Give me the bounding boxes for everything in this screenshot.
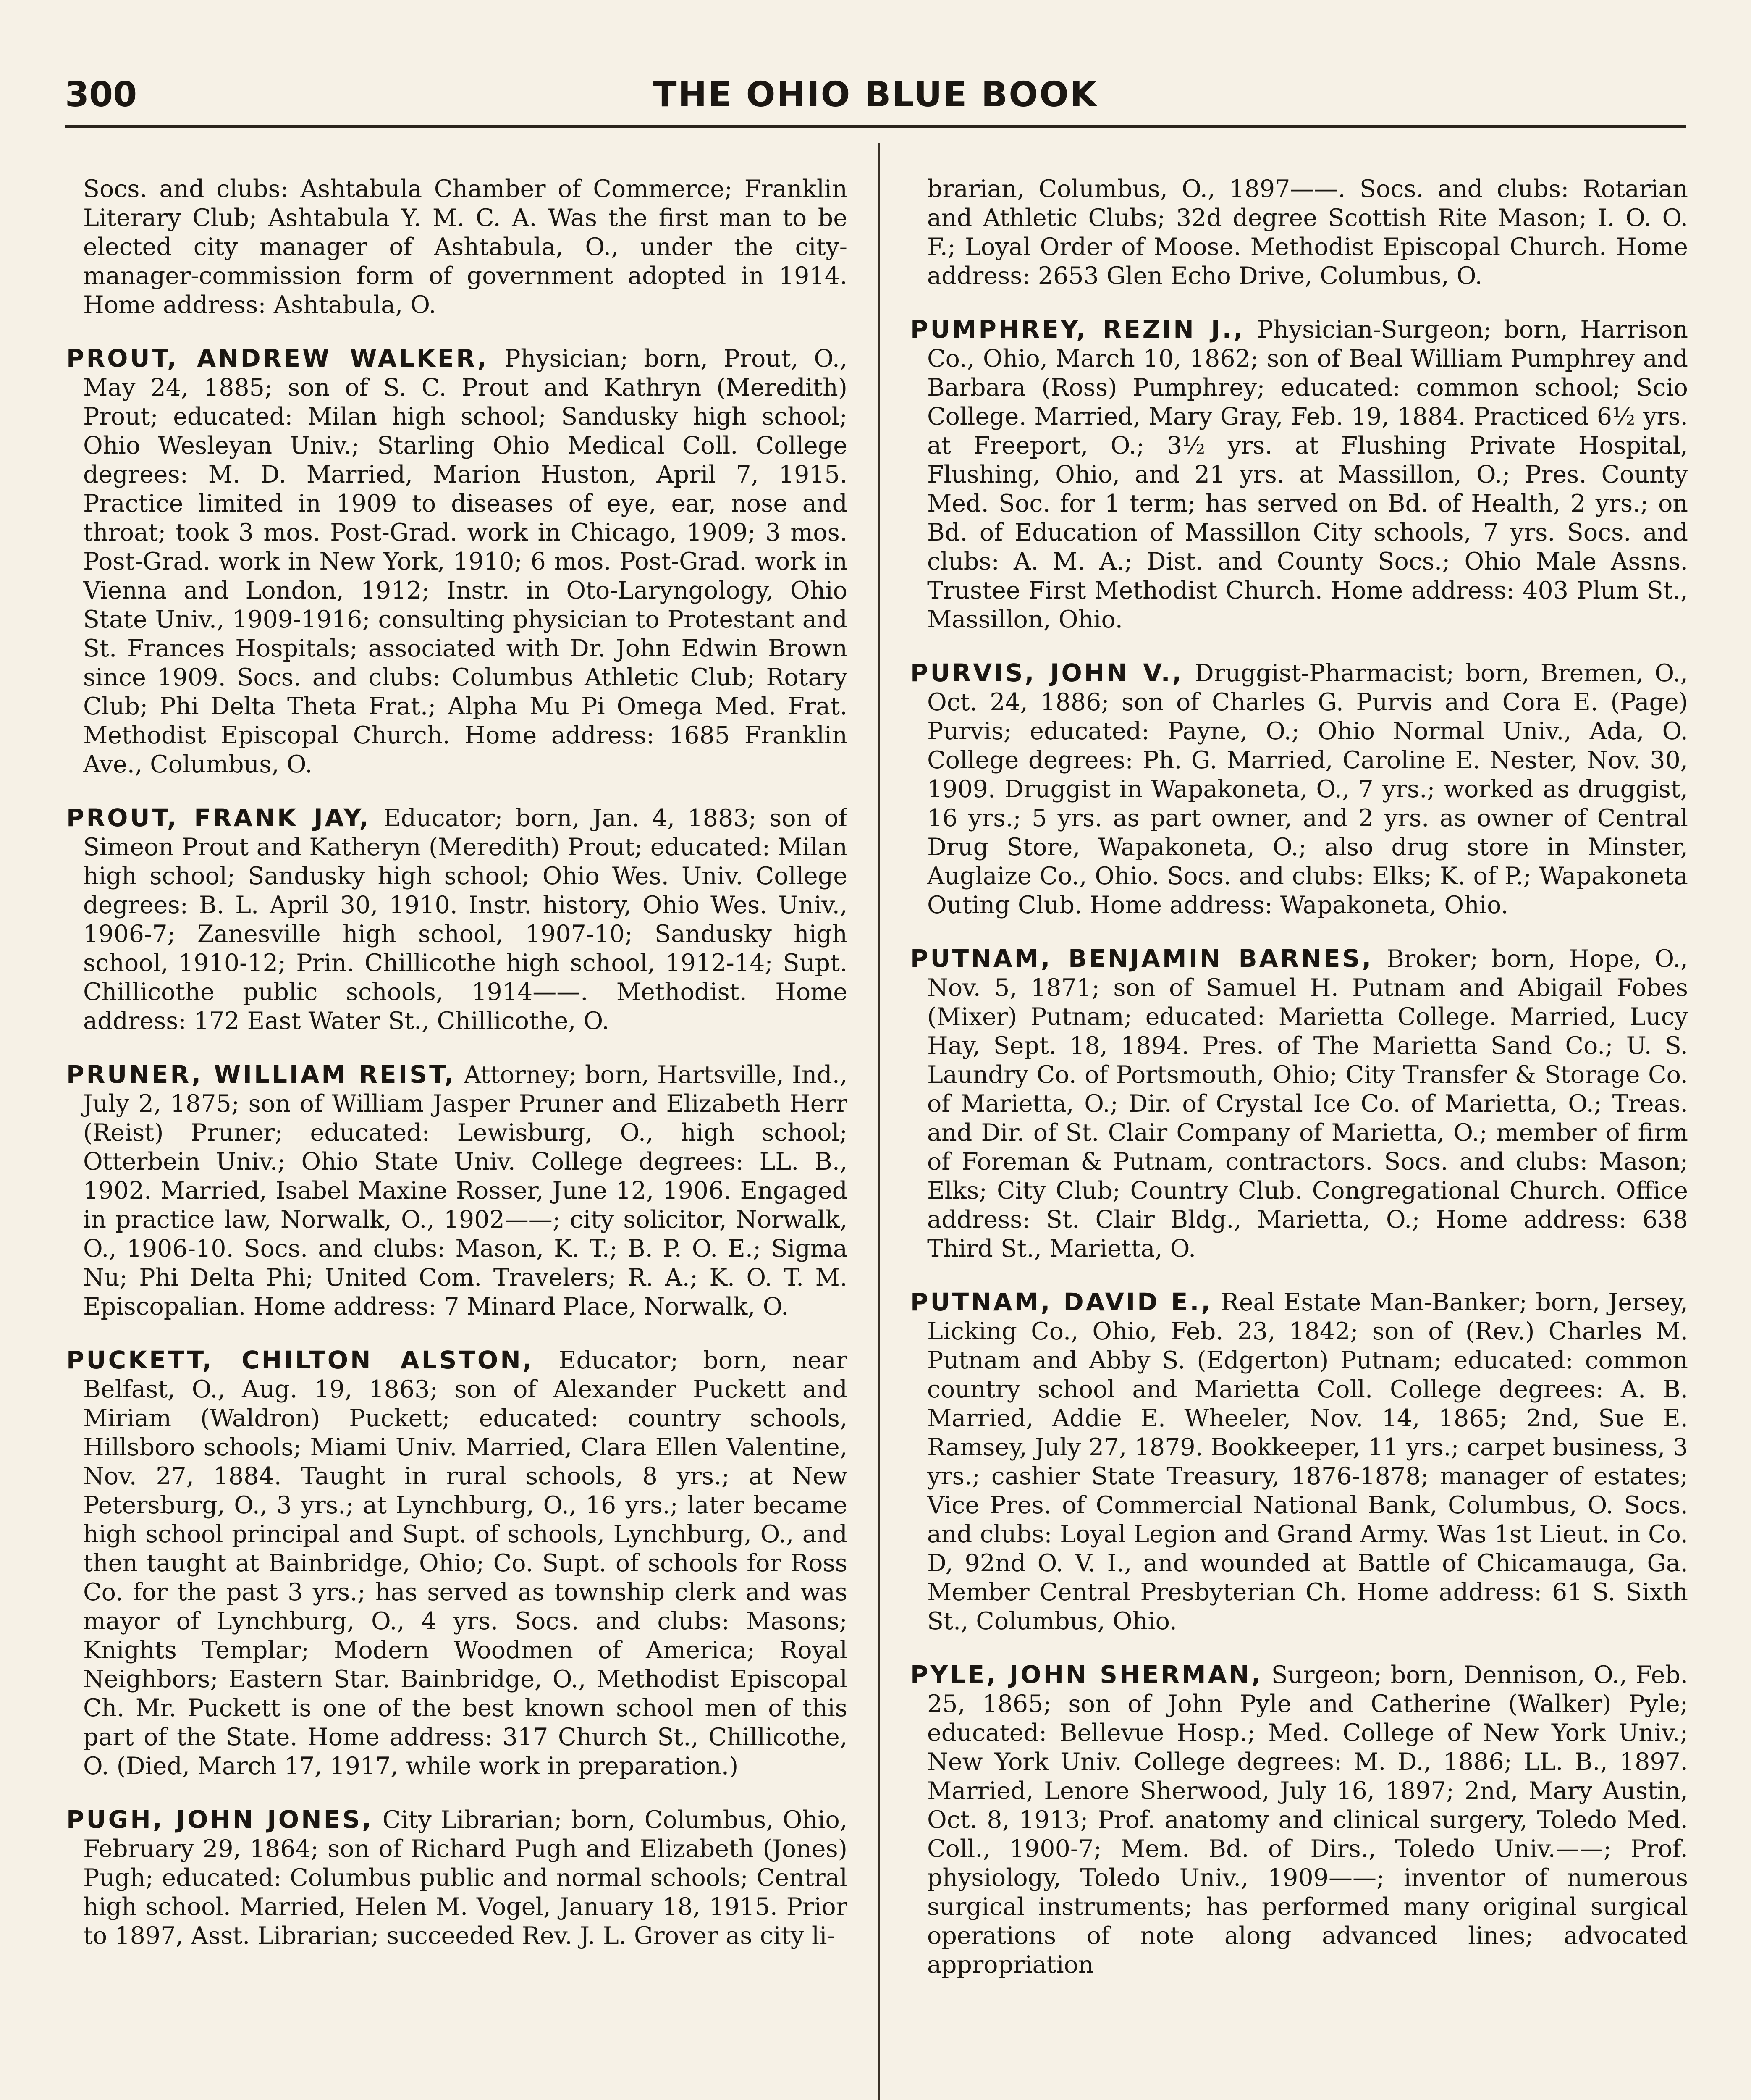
entry-name: PUGH, JOHN JONES,: [66, 1805, 374, 1834]
biography-entry-puckett: [66, 1346, 847, 1781]
biography-entry-prout-frank: [66, 803, 847, 1036]
running-title: THE OHIO BLUE BOOK: [653, 75, 1098, 115]
entry-text: Broker; born, Hope, O., Nov. 5, 1871; son of Samuel H. Putnam and Abigail Fobes (Mixer) Putnam; educated: Marietta College. Married, Lucy Hay, Sept. 18, 1894. Pres. of The Marietta Sand Co.; U. S. Laundry Co. of Portsmouth, Ohio; City Transfer & Storage Co. of Marietta, O.; Dir. of Crystal Ice Co. of Marietta, O.; Treas. and Dir. of St. Clair Company of Marietta, O.; member of firm of Foreman & Putnam, contractors. Socs. and clubs: Mason; Elks; City Club; Country Club. Congregational Church. Office address: St. Clair Bldg., Marietta, O.; Home address: 638 Third St., Marietta, O.: [927, 945, 1688, 1263]
continuation-text: brarian, Columbus, O., 1897——. Socs. and clubs: Rotarian and Athletic Clubs; 32d degree Scottish Rite Mason; I. O. O. F.; Loyal Order of Moose. Methodist Episcopal Church. Home address: 2653 Glen Echo Drive, Columbus, O.: [927, 175, 1688, 290]
biography-entry-pugh: [66, 1805, 847, 1950]
entry-text: Druggist-Pharmacist; born, Bremen, O., Oct. 24, 1886; son of Charles G. Purvis and Cora E. (Page) Purvis; educated: Payne, O.; Ohio Normal Univ., Ada, O. College degrees: Ph. G. Married, Caroline E. Nester, Nov. 30, 1909. Druggist in Wapakoneta, O., 7 yrs.; worked as druggist, 16 yrs.; 5 yrs. as part owner, and 2 yrs. as owner of Central Drug Store, Wapakoneta, O.; also drug store in Minster, Auglaize Co., Ohio. Socs. and clubs: Elks; K. of P.; Wapakoneta Outing Club. Home address: Wapakoneta, Ohio.: [927, 659, 1688, 919]
entry-text: Surgeon; born, Dennison, O., Feb. 25, 1865; son of John Pyle and Catherine (Walker) Pyle; educated: Bellevue Hosp.; Med. College of New York Univ.; New York Univ. College degrees: M. D., 1886; LL. B., 1897. Married, Lenore Sherwood, July 16, 1897; 2nd, Mary Austin, Oct. 8, 1913; Prof. anatomy and clinical surgery, Toledo Med. Coll., 1900-7; Mem. Bd. of Dirs., Toledo Univ.——; Prof. physiology, Toledo Univ., 1909——; inventor of numerous surgical instruments; has performed many original surgical operations of note along advanced lines; advocated appropriation: [927, 1661, 1688, 1979]
entry-name: PUMPHREY, REZIN J.,: [910, 315, 1245, 344]
biography-entry-putnam-david: [910, 1288, 1688, 1636]
entry-name: PROUT, ANDREW WALKER,: [66, 344, 489, 373]
biography-entry-purvis: [910, 659, 1688, 920]
entry-text: Attorney; born, Hartsville, Ind., July 2, 1875; son of William Jasper Pruner and Elizabeth Herr (Reist) Pruner; educated: Lewisburg, O., high school; Otterbein Univ.; Ohio State Univ. College degrees: LL. B., 1902. Married, Isabel Maxine Rosser, June 12, 1906. Engaged in practice law, Norwalk, O., 1902——; city solicitor, Norwalk, O., 1906-10. Socs. and clubs: Mason, K. T.; B. P. O. E.; Sigma Nu; Phi Delta Phi; United Com. Travelers; R. A.; K. O. T. M. Episcopalian. Home address: 7 Minard Place, Norwalk, O.: [83, 1061, 847, 1320]
entry-name: PUTNAM, DAVID E.,: [910, 1288, 1213, 1316]
entry-name: PURVIS, JOHN V.,: [910, 659, 1184, 687]
entry-text: Physician; born, Prout, O., May 24, 1885; son of S. C. Prout and Kathryn (Meredith) Prout; educated: Milan high school; Sandusky high school; Ohio Wesleyan Univ.; Starling Ohio Medical Coll. College degrees: M. D. Married, Marion Huston, April 7, 1915. Practice limited in 1909 to diseases of eye, ear, nose and throat; took 3 mos. Post-Grad. work in Chicago, 1909; 3 mos. Post-Grad. work in New York, 1910; 6 mos. Post-Grad. work in Vienna and London, 1912; Instr. in Oto-Laryngology, Ohio State Univ., 1909-1916; consulting physician to Protestant and St. Frances Hospitals; associated with Dr. John Edwin Brown since 1909. Socs. and clubs: Columbus Athletic Club; Rotary Club; Phi Delta Theta Frat.; Alpha Mu Pi Omega Med. Frat. Methodist Episcopal Church. Home address: 1685 Franklin Ave., Columbus, O.: [83, 345, 847, 778]
page-header: [65, 71, 1686, 128]
entry-text: City Librarian; born, Columbus, Ohio, February 29, 1864; son of Richard Pugh and Elizabeth (Jones) Pugh; educated: Columbus public and normal schools; Central high school. Married, Helen M. Vogel, January 18, 1915. Prior to 1897, Asst. Librarian; succeeded Rev. J. L. Grover as city li-: [83, 1806, 847, 1950]
entry-text: Educator; born, Jan. 4, 1883; son of Simeon Prout and Katheryn (Meredith) Prout; educated: Milan high school; Sandusky high school; Ohio Wes. Univ. College degrees: B. L. April 30, 1910. Instr. history, Ohio Wes. Univ., 1906-7; Zanesville high school, 1907-10; Sandusky high school, 1910-12; Prin. Chillicothe high school, 1912-14; Supt. Chillicothe public schools, 1914——. Methodist. Home address: 172 East Water St., Chillicothe, O.: [83, 804, 847, 1035]
entry-text: Educator; born, near Belfast, O., Aug. 19, 1863; son of Alexander Puckett and Miriam (Waldron) Puckett; educated: country schools, Hillsboro schools; Miami Univ. Married, Clara Ellen Valentine, Nov. 27, 1884. Taught in rural schools, 8 yrs.; at New Petersburg, O., 3 yrs.; at Lynchburg, O., 16 yrs.; later became high school principal and Supt. of schools, Lynchburg, O., and then taught at Bainbridge, Ohio; Co. Supt. of schools for Ross Co. for the past 3 yrs.; has served as township clerk and was mayor of Lynchburg, O., 4 yrs. Socs. and clubs: Masons; Knights Templar; Modern Woodmen of America; Royal Neighbors; Eastern Star. Bainbridge, O., Methodist Episcopal Ch. Mr. Puckett is one of the best known school men of this part of the State. Home address: 317 Church St., Chillicothe, O. (Died, March 17, 1917, while work in preparation.): [83, 1347, 847, 1780]
biography-entry-pruner: [66, 1060, 847, 1321]
entry-name: PUCKETT, CHILTON ALSTON,: [66, 1346, 534, 1374]
biography-entry-putnam-benjamin: [910, 944, 1688, 1263]
entry-text: Real Estate Man-Banker; born, Jersey, Licking Co., Ohio, Feb. 23, 1842; son of (Rev.) Charles M. Putnam and Abby S. (Edgerton) Putnam; educated: common country school and Marietta Coll. College degrees: A. B. Married, Addie E. Wheeler, Nov. 14, 1865; 2nd, Sue E. Ramsey, July 27, 1879. Bookkeeper, 11 yrs.; carpet business, 3 yrs.; cashier State Treasury, 1876-1878; manager of estates; Vice Pres. of Commercial National Bank, Columbus, O. Socs. and clubs: Loyal Legion and Grand Army. Was 1st Lieut. in Co. D, 92nd O. V. I., and wounded at Battle of Chicamauga, Ga. Member Central Presbyterian Ch. Home address: 61 S. Sixth St., Columbus, Ohio.: [927, 1289, 1688, 1635]
entry-text: Physician-Surgeon; born, Harrison Co., Ohio, March 10, 1862; son of Beal William Pumphrey and Barbara (Ross) Pumphrey; educated: common school; Scio College. Married, Mary Gray, Feb. 19, 1884. Practiced 6½ yrs. at Freeport, O.; 3½ yrs. at Flushing Private Hospital, Flushing, Ohio, and 21 yrs. at Massillon, O.; Pres. County Med. Soc. for 1 term; has served on Bd. of Health, 2 yrs.; on Bd. of Education of Massillon City schools, 7 yrs. Socs. and clubs: A. M. A.; Dist. and County Socs.; Ohio Male Assns. Trustee First Methodist Church. Home address: 403 Plum St., Massillon, Ohio.: [927, 316, 1688, 633]
entry-name: PYLE, JOHN SHERMAN,: [910, 1660, 1263, 1689]
biography-entry-prout-andrew: [66, 344, 847, 779]
continuation-entry: [66, 175, 847, 320]
right-column: [910, 175, 1688, 2100]
column-divider: [878, 143, 880, 2100]
left-column: [66, 175, 847, 2100]
entry-name: PUTNAM, BENJAMIN BARNES,: [910, 944, 1374, 973]
biography-entry-pumphrey: [910, 315, 1688, 634]
continuation-text: Socs. and clubs: Ashtabula Chamber of Commerce; Franklin Literary Club; Ashtabula Y. M. C. A. Was the first man to be elected city manager of Ashtabula, O., under the city-manager-commission form of government adopted in 1914. Home address: Ashtabula, O.: [83, 175, 847, 319]
biography-entry-pyle: [910, 1660, 1688, 1979]
continuation-entry: [910, 175, 1688, 291]
entry-name: PROUT, FRANK JAY,: [66, 803, 371, 832]
page-number: 300: [65, 75, 137, 115]
entry-name: PRUNER, WILLIAM REIST,: [66, 1060, 456, 1089]
